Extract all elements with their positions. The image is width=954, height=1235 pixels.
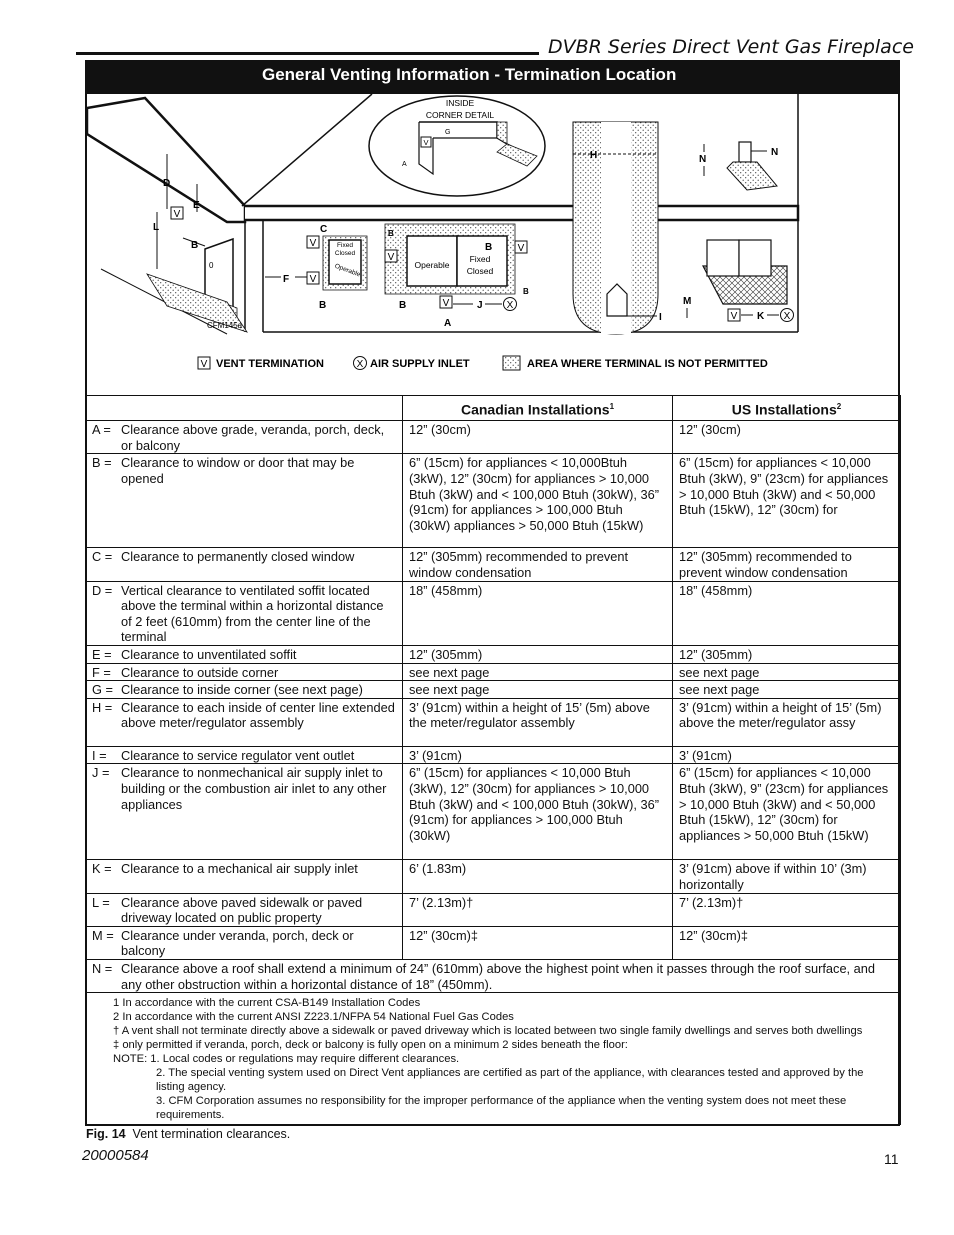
- svg-text:X: X: [356, 359, 364, 370]
- svg-text:F: F: [283, 274, 290, 285]
- figure-caption: Fig. 14 Vent termination clearances.: [86, 1127, 291, 1141]
- clearance-label: G = Clearance to inside corner (see next page): [86, 681, 403, 699]
- canadian-value: 6” (15cm) for appliances < 10,000 Btuh (3kW), 12” (30cm) for appliances > 10,000 Btuh (3kW) and < 100,000 Btuh (30kW), 36” (91cm) for appliances > 100,000 Btuh (30kW): [403, 764, 673, 860]
- canadian-value: 18” (458mm): [403, 581, 673, 645]
- us-value: 3’ (91cm) above if within 10’ (3m) horizontally: [673, 860, 901, 893]
- not-permitted-area-symbol: [503, 356, 520, 370]
- svg-text:INSIDE: INSIDE: [445, 98, 475, 108]
- table-row: [86, 548, 901, 581]
- svg-text:Fixed: Fixed: [337, 242, 353, 249]
- table-row: [86, 893, 901, 926]
- svg-text:D: D: [163, 178, 171, 189]
- clearance-label: M = Clearance under veranda, porch, deck or balcony: [86, 926, 403, 959]
- svg-text:B: B: [388, 229, 394, 238]
- svg-text:B: B: [523, 287, 529, 296]
- canadian-value: 6’ (1.83m): [403, 860, 673, 893]
- svg-text:N: N: [699, 154, 707, 165]
- footnote: 1 In accordance with the current CSA-B149 Installation Codes: [113, 997, 421, 1010]
- canadian-value: 12” (30cm)‡: [403, 926, 673, 959]
- table-row-n: N = Clearance above a roof shall extend a minimum of 24” (610mm) above the highest point when it passes through the roof surface, and any other obstruction within a horizontal distance of 18” (450mm).: [86, 959, 901, 992]
- svg-text:0: 0: [209, 261, 214, 270]
- clearance-label: F = Clearance to outside corner: [86, 663, 403, 681]
- table-row: [86, 663, 901, 681]
- us-value: 12” (30cm): [673, 421, 901, 454]
- svg-text:N: N: [771, 147, 779, 158]
- veranda: [683, 240, 794, 322]
- canadian-value: 3’ (91cm) within a height of 15’ (5m) above the meter/regulator assembly: [403, 698, 673, 746]
- svg-text:AIR SUPPLY INLET: AIR SUPPLY INLET: [370, 358, 470, 370]
- table-row: [86, 698, 901, 746]
- clearance-table: [85, 395, 900, 1125]
- clearance-label: I = Clearance to service regulator vent outlet: [86, 746, 403, 764]
- header-us: US Installations$^2$: [673, 396, 901, 421]
- header-canadian: Canadian Installations$^1$: [403, 396, 673, 421]
- svg-text:AREA WHERE TERMINAL IS NOT PER: AREA WHERE TERMINAL IS NOT PERMITTED: [527, 358, 768, 370]
- svg-text:VENT TERMINATION: VENT TERMINATION: [216, 358, 324, 370]
- canadian-value: 12” (305mm) recommended to prevent window condensation: [403, 548, 673, 581]
- footnote: 2 In accordance with the current ANSI Z223.1/NFPA 54 National Fuel Gas Codes: [113, 1011, 514, 1024]
- svg-text:Operable: Operable: [333, 262, 362, 279]
- inside-corner-inset: [369, 96, 545, 196]
- svg-text:V: V: [387, 252, 395, 263]
- table-row: [86, 926, 901, 959]
- clearance-label: C = Clearance to permanently closed window: [86, 548, 403, 581]
- svg-text:Closed: Closed: [466, 266, 494, 276]
- svg-text:B: B: [485, 242, 493, 253]
- us-value: 3’ (91cm): [673, 746, 901, 764]
- clearance-label: K = Clearance to a mechanical air supply inlet: [86, 860, 403, 893]
- section-title: General Venting Information - Termination Location: [85, 60, 900, 94]
- header-rule: [76, 52, 539, 55]
- header-blank: [86, 396, 403, 421]
- canadian-value: 12” (305mm): [403, 646, 673, 664]
- footnote: ‡ only permitted if veranda, porch, deck or balcony is fully open on a minimum 2 sides beneath the floor:: [113, 1039, 628, 1052]
- svg-text:C: C: [320, 224, 328, 235]
- clearance-label: B = Clearance to window or door that may be opened: [86, 454, 403, 548]
- canadian-value: 3’ (91cm): [403, 746, 673, 764]
- document-title: DVBR Series Direct Vent Gas Fireplace: [548, 36, 914, 58]
- meter-column: [573, 122, 662, 334]
- us-value: 3’ (91cm) within a height of 15’ (5m) above the meter/regulator assy: [673, 698, 901, 746]
- svg-text:Closed: Closed: [334, 250, 356, 257]
- us-value: 12” (305mm) recommended to prevent window condensation: [673, 548, 901, 581]
- svg-text:B: B: [399, 300, 407, 311]
- footnote: 2. The special venting system used on Direct Vent appliances are certified as part of the appliance, with clearances tested and approved by the listing agency.: [156, 1067, 864, 1094]
- svg-text:CORNER DETAIL: CORNER DETAIL: [425, 110, 495, 120]
- svg-text:V: V: [730, 311, 738, 322]
- svg-text:A: A: [402, 161, 407, 168]
- svg-text:V: V: [309, 274, 317, 285]
- svg-text:M: M: [683, 296, 692, 307]
- svg-text:V: V: [517, 243, 525, 254]
- table-row: [86, 681, 901, 699]
- us-value: 18” (458mm): [673, 581, 901, 645]
- table-row: [86, 454, 901, 548]
- svg-text:J: J: [477, 300, 483, 311]
- termination-diagram: [87, 94, 898, 396]
- footnote: 3. CFM Corporation assumes no responsibility for the improper performance of the appliance when the venting system does not meet these requirements.: [156, 1095, 847, 1122]
- svg-text:Operable: Operable: [414, 260, 450, 270]
- clearance-label: J = Clearance to nonmechanical air supply inlet to building or the combustion air inlet to any other appliances: [86, 764, 403, 860]
- clearance-label: H = Clearance to each inside of center line extended above meter/regulator assembly: [86, 698, 403, 746]
- footnote: NOTE: 1. Local codes or regulations may require different clearances.: [113, 1053, 460, 1066]
- footnote: † A vent shall not terminate directly above a sidewalk or paved driveway which is located between two single family dwellings and serves both dwellings: [113, 1025, 863, 1038]
- clearance-label: D = Vertical clearance to ventilated soffit located above the terminal within a horizontal distance of 2 feet (610mm) from the center line of the terminal: [86, 581, 403, 645]
- svg-text:I: I: [659, 312, 662, 323]
- window-group-right: [385, 224, 529, 329]
- window-group-left: [265, 224, 367, 311]
- page-number: 11: [884, 1151, 899, 1167]
- canadian-value: see next page: [403, 681, 673, 699]
- svg-text:H: H: [590, 150, 598, 161]
- diagram-legend: [198, 356, 768, 370]
- canadian-value: 7’ (2.13m)†: [403, 893, 673, 926]
- table-row: [86, 860, 901, 893]
- svg-text:L: L: [153, 222, 160, 233]
- table-row: [86, 421, 901, 454]
- svg-text:X: X: [783, 311, 791, 322]
- canadian-value: see next page: [403, 663, 673, 681]
- us-value: see next page: [673, 663, 901, 681]
- us-value: see next page: [673, 681, 901, 699]
- svg-text:CFM145a: CFM145a: [207, 321, 243, 330]
- svg-text:E: E: [193, 200, 200, 211]
- us-value: 12” (30cm)‡: [673, 926, 901, 959]
- svg-text:K: K: [757, 311, 765, 322]
- table-row: [86, 581, 901, 645]
- us-value: 7’ (2.13m)†: [673, 893, 901, 926]
- document-number: 20000584: [82, 1147, 149, 1164]
- svg-text:X: X: [506, 300, 514, 311]
- svg-text:V: V: [442, 298, 450, 309]
- us-value: 6” (15cm) for appliances < 10,000 Btuh (3kW), 9” (23cm) for appliances > 10,000 Btuh (3kW) and < 50,000 Btuh (15kW), 12” (30cm) for appliances > 50,000 Btuh (15kW): [673, 764, 901, 860]
- clearance-label: L = Clearance above paved sidewalk or paved driveway located on public property: [86, 893, 403, 926]
- svg-text:A: A: [444, 318, 452, 329]
- clearance-label: A = Clearance above grade, veranda, porch, deck, or balcony: [86, 421, 403, 454]
- table-header-row: [86, 396, 901, 421]
- svg-text:V: V: [309, 238, 317, 249]
- table-row: [86, 646, 901, 664]
- table-row: [86, 764, 901, 860]
- us-value: 12” (305mm): [673, 646, 901, 664]
- svg-text:V: V: [173, 209, 181, 220]
- svg-text:B: B: [319, 300, 327, 311]
- us-value: 6” (15cm) for appliances < 10,000 Btuh (3kW), 9” (23cm) for appliances > 10,000 Btuh (3kW) and < 50,000 Btuh (15kW), 12” (30cm) for: [673, 454, 901, 548]
- clearance-label: E = Clearance to unventilated soffit: [86, 646, 403, 664]
- canadian-value: 12” (30cm): [403, 421, 673, 454]
- svg-text:V: V: [423, 138, 429, 147]
- canadian-value: 6” (15cm) for appliances < 10,000Btuh (3kW), 12” (30cm) for appliances > 10,000 Btuh (3kW) and < 100,000 Btuh (30kW), 36” (91cm) for appliances > 100,000 Btuh (30kW) appliances > 50,000 Btuh (15kW): [403, 454, 673, 548]
- svg-text:G: G: [445, 129, 451, 136]
- roof-vent: [699, 142, 778, 190]
- svg-text:B: B: [191, 240, 199, 251]
- table-notes-row: [86, 993, 901, 1125]
- table-row: [86, 746, 901, 764]
- svg-text:V: V: [200, 359, 208, 370]
- svg-text:Fixed: Fixed: [469, 254, 491, 264]
